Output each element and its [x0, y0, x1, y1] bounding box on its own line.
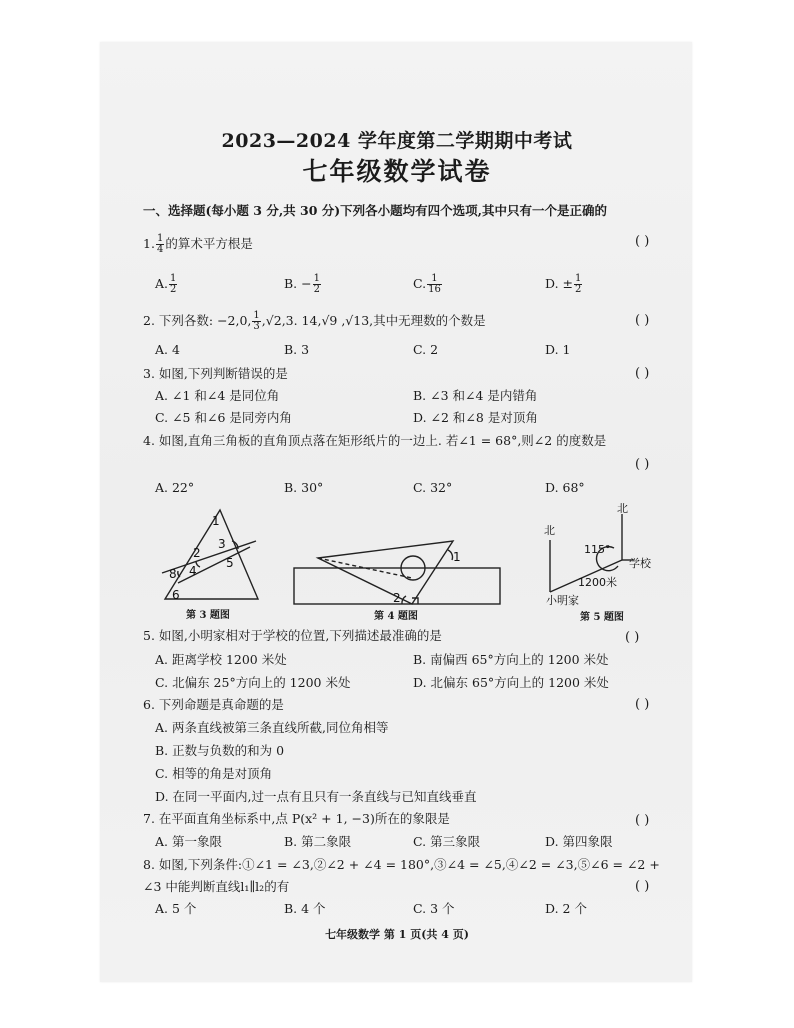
figure-5: [538, 500, 678, 610]
svg-text:115°: 115°: [584, 543, 611, 556]
q3-option-c: C. ∠5 和∠6 是同旁内角: [155, 410, 292, 425]
q1-option-b: B. − $\frac{1}{2}$: [284, 273, 320, 295]
q7-option-d: D. 第四象限: [545, 834, 613, 849]
q7-stem: 7. 在平面直角坐标系中,点 P(x² + 1, −3)所在的象限是: [143, 811, 450, 826]
q3-answer-blank: ( ): [635, 366, 650, 381]
q6-option-a: A. 两条直线被第三条直线所截,同位角相等: [155, 720, 389, 735]
svg-text:1: 1: [453, 550, 461, 564]
q8-option-d: D. 2 个: [545, 901, 587, 916]
fig3-caption: 第 3 题图: [186, 610, 230, 621]
q5-option-b: B. 南偏西 65°方向上的 1200 米处: [413, 652, 609, 667]
q3-option-b: B. ∠3 和∠4 是内错角: [413, 388, 538, 403]
q6-option-b: B. 正数与负数的和为 0: [155, 743, 285, 758]
svg-text:5: 5: [226, 556, 234, 570]
q7-option-a: A. 第一象限: [155, 834, 222, 849]
exam-title: 2023—2024 学年度第二学期期中考试: [221, 130, 573, 152]
q2-stem: 2. 下列各数: −2,0, $\frac{1}{3}$ ,√2,3. 14,√9 ,√13,其中无理数的个数是: [143, 310, 486, 332]
q6-answer-blank: ( ): [635, 697, 650, 712]
section-heading: 一、选择题(每小题 3 分,共 30 分)下列各小题均有四个选项,其中只有一个是正确的: [143, 203, 608, 218]
q2-option-b: B. 3: [284, 342, 310, 357]
exam-subtitle: 七年级数学试卷: [302, 157, 492, 186]
q4-stem: 4. 如图,直角三角板的直角顶点落在矩形纸片的一边上. 若∠1 = 68°,则∠2 的度数是: [143, 433, 607, 448]
q3-option-a: A. ∠1 和∠4 是同位角: [155, 388, 280, 403]
svg-text:4: 4: [189, 564, 197, 578]
fig4-triangle: [318, 541, 453, 604]
svg-text:学校: 学校: [629, 557, 651, 570]
svg-text:8: 8: [169, 567, 177, 581]
q8-option-a: A. 5 个: [155, 901, 197, 916]
q1-answer-blank: ( ): [635, 234, 650, 249]
q4-answer-blank: ( ): [635, 457, 650, 472]
q2-option-a: A. 4: [155, 342, 180, 357]
q8-stem-line2: ∠3 中能判断直线l₁∥l₂的有: [143, 879, 290, 894]
figure-4: [290, 538, 505, 608]
svg-text:2: 2: [193, 546, 201, 560]
svg-text:北: 北: [617, 502, 628, 515]
q4-option-a: A. 22°: [155, 480, 195, 495]
figure-3: [160, 505, 270, 605]
svg-text:小明家: 小明家: [546, 594, 579, 607]
q1-fraction: $\frac{1}{4}$: [156, 233, 164, 255]
fig4-caption: 第 4 题图: [374, 611, 418, 622]
svg-text:2: 2: [393, 591, 401, 605]
q2-option-d: D. 1: [545, 342, 571, 357]
q7-answer-blank: ( ): [635, 813, 650, 828]
q7-option-b: B. 第二象限: [284, 834, 352, 849]
q8-option-c: C. 3 个: [413, 901, 455, 916]
q6-option-c: C. 相等的角是对顶角: [155, 766, 273, 781]
q3-stem: 3. 如图,下列判断错误的是: [143, 366, 288, 381]
q6-option-d: D. 在同一平面内,过一点有且只有一条直线与已知直线垂直: [155, 789, 477, 804]
svg-text:北: 北: [544, 524, 555, 537]
q2-answer-blank: ( ): [635, 313, 650, 328]
q8-option-b: B. 4 个: [284, 901, 326, 916]
q5-option-d: D. 北偏东 65°方向上的 1200 米处: [413, 675, 609, 690]
q3-option-d: D. ∠2 和∠8 是对顶角: [413, 410, 538, 425]
q2-option-c: C. 2: [413, 342, 439, 357]
page-footer: 七年级数学 第 1 页(共 4 页): [325, 928, 469, 941]
q5-option-a: A. 距离学校 1200 米处: [155, 652, 287, 667]
q4-option-c: C. 32°: [413, 480, 453, 495]
q1-stem: 1. $\frac{1}{4}$ 的算术平方根是: [143, 233, 253, 255]
q6-stem: 6. 下列命题是真命题的是: [143, 697, 284, 712]
q8-answer-blank: ( ): [635, 879, 650, 894]
q5-answer-blank: ( ): [625, 630, 640, 645]
svg-text:1: 1: [212, 514, 220, 528]
q8-stem-line1: 8. 如图,下列条件:①∠1 = ∠3,②∠2 + ∠4 = 180°,③∠4 = ∠5,④∠2 = ∠3,⑤∠6 = ∠2 +: [143, 857, 660, 872]
q4-option-d: D. 68°: [545, 480, 585, 495]
q5-option-c: C. 北偏东 25°方向上的 1200 米处: [155, 675, 351, 690]
q7-option-c: C. 第三象限: [413, 834, 481, 849]
q1-option-a: A. $\frac{1}{2}$: [155, 273, 177, 295]
q1-option-d: D. ± $\frac{1}{2}$: [545, 273, 582, 295]
svg-text:3: 3: [218, 537, 226, 551]
svg-text:1200米: 1200米: [578, 576, 617, 589]
fig5-caption: 第 5 题图: [580, 612, 624, 623]
svg-text:6: 6: [172, 588, 180, 602]
q1-option-c: C. $\frac{1}{16}$: [413, 273, 441, 295]
q5-stem: 5. 如图,小明家相对于学校的位置,下列描述最准确的是: [143, 628, 442, 643]
q4-option-b: B. 30°: [284, 480, 324, 495]
